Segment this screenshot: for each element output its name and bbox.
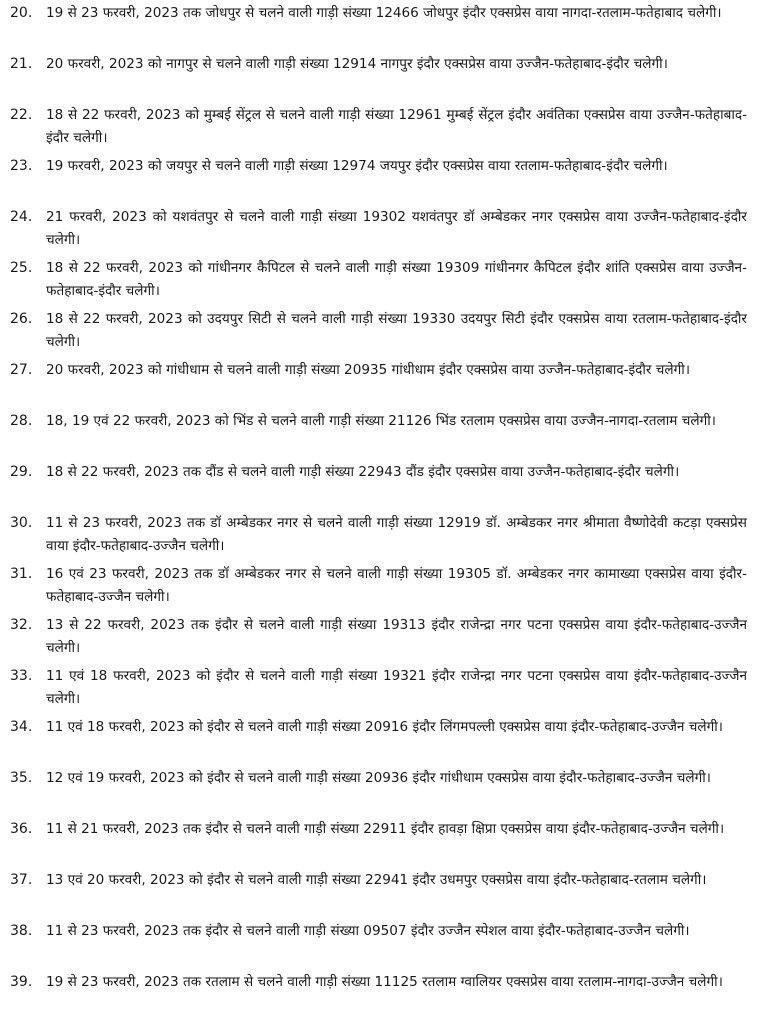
- list-item: [6, 512, 747, 563]
- list-item: [6, 563, 747, 614]
- item-number: 31.: [10, 566, 33, 582]
- list-item: [6, 869, 747, 920]
- item-text: 11 से 21 फरवरी, 2023 तक इंदौर से चलने वाली गाड़ी संख्या 22911 इंदौर हावड़ा क्षिप्रा एक्सप्रेस वाया इंदौर-फतेहाबाद-उज्जैन चलेगी।: [46, 821, 725, 837]
- item-text: 18, 19 एवं 22 फरवरी, 2023 को भिंड से चलने वाली गाड़ी संख्या 21126 भिंड रतलाम एक्सप्रेस वाया उज्जैन-नागदा-रतलाम चलेगी।: [46, 413, 716, 429]
- item-number: 34.: [10, 719, 33, 735]
- item-text: 20 फरवरी, 2023 को नागपुर से चलने वाली गाड़ी संख्या 12914 नागपुर इंदौर एक्सप्रेस वाया उज्जैन-फतेहाबाद-इंदौर चलेगी।: [46, 56, 668, 72]
- item-number: 38.: [10, 923, 33, 939]
- train-diversion-list: [0, 2, 761, 1024]
- list-item: [6, 104, 747, 155]
- list-item: [6, 971, 747, 1022]
- item-text: 11 एवं 18 फरवरी, 2023 को इंदौर से चलने वाली गाड़ी संख्या 20916 इंदौर लिंगमपल्ली एक्सप्रेस वाया इंदौर-फतेहाबाद-उज्जैन चलेगी।: [46, 719, 723, 735]
- item-text: 18 से 22 फरवरी, 2023 को मुम्बई सेंट्रल से चलने वाली गाड़ी संख्या 12961 मुम्बई सेंट्रल इंदौर अवंतिका एक्सप्रेस वाया उज्जैन-फतेहाबाद-इंदौर चलेगी।: [46, 107, 747, 146]
- list-item: [6, 359, 747, 410]
- item-text: 18 से 22 फरवरी, 2023 तक दौंड से चलने वाली गाड़ी संख्या 22943 दौंड इंदौर एक्सप्रेस वाया उज्जैन-फतेहाबाद-इंदौर चलेगी।: [46, 464, 680, 480]
- list-item: [6, 257, 747, 308]
- list-item: [6, 53, 747, 104]
- item-number: 33.: [10, 668, 33, 684]
- item-number: 37.: [10, 872, 33, 888]
- item-number: 23.: [10, 158, 33, 174]
- item-number: 29.: [10, 464, 33, 480]
- item-text: 16 एवं 23 फरवरी, 2023 तक डॉ अम्बेडकर नगर से चलने वाली गाड़ी संख्या 19305 डॉ. अम्बेडकर नगर कामाख्या एक्सप्रेस वाया इंदौर-फतेहाबाद-उज्जैन चलेगी।: [46, 566, 747, 605]
- list-item: [6, 2, 747, 53]
- list-item: [6, 614, 747, 665]
- list-item: [6, 155, 747, 206]
- item-text: 21 फरवरी, 2023 को यशवंतपुर से चलने वाली गाड़ी संख्या 19302 यशवंतपुर डॉ अम्बेडकर नगर एक्सप्रेस वाया उज्जैन-फतेहाबाद-इंदौर चलेगी।: [46, 209, 747, 248]
- item-number: 35.: [10, 770, 33, 786]
- item-text: 19 से 23 फरवरी, 2023 तक जोधपुर से चलने वाली गाड़ी संख्या 12466 जोधपुर इंदौर एक्सप्रेस वाया नागदा-रतलाम-फतेहाबाद चलेगी।: [46, 5, 722, 21]
- item-number: 39.: [10, 974, 33, 990]
- list-item: [6, 206, 747, 257]
- item-text: 11 से 23 फरवरी, 2023 तक इंदौर से चलने वाली गाड़ी संख्या 09507 इंदौर उज्जैन स्पेशल वाया इंदौर-फतेहाबाद-उज्जैन चलेगी।: [46, 923, 690, 939]
- item-text: 11 से 23 फरवरी, 2023 तक डॉ अम्बेडकर नगर से चलने वाली गाड़ी संख्या 12919 डॉ. अम्बेडकर नगर श्रीमाता वैष्णोदेवी कटड़ा एक्सप्रेस वाया इंदौर-फतेहाबाद-उज्जैन चलेगी।: [46, 515, 747, 554]
- item-number: 24.: [10, 209, 33, 225]
- item-number: 22.: [10, 107, 33, 123]
- item-number: 26.: [10, 311, 33, 327]
- item-text: 20 फरवरी, 2023 को गांधीधाम से चलने वाली गाड़ी संख्या 20935 गांधीधाम इंदौर एक्सप्रेस वाया उज्जैन-फतेहाबाद-इंदौर चलेगी।: [46, 362, 690, 378]
- item-text: 18 से 22 फरवरी, 2023 को गांधीनगर कैपिटल से चलने वाली गाड़ी संख्या 19309 गांधीनगर कैपिटल इंदौर शांति एक्सप्रेस वाया उज्जैन-फतेहाबाद-इंदौर चलेगी।: [46, 260, 747, 299]
- list-item: [6, 920, 747, 971]
- item-number: 25.: [10, 260, 33, 276]
- item-text: 12 एवं 19 फरवरी, 2023 को इंदौर से चलने वाली गाड़ी संख्या 20936 इंदौर गांधीधाम एक्सप्रेस वाया इंदौर-फतेहाबाद-उज्जैन चलेगी।: [46, 770, 711, 786]
- item-text: 13 से 22 फरवरी, 2023 तक इंदौर से चलने वाली गाड़ी संख्या 19313 इंदौर राजेन्द्रा नगर पटना एक्सप्रेस वाया इंदौर-फतेहाबाद-उज्जैन चलेगी।: [46, 617, 747, 656]
- item-text: 19 फरवरी, 2023 को जयपुर से चलने वाली गाड़ी संख्या 12974 जयपुर इंदौर एक्सप्रेस वाया रतलाम-फतेहाबाद-इंदौर चलेगी।: [46, 158, 668, 174]
- list-item: [6, 767, 747, 818]
- list-item: [6, 461, 747, 512]
- item-number: 30.: [10, 515, 33, 531]
- list-item: [6, 410, 747, 461]
- list-item: [6, 308, 747, 359]
- item-number: 36.: [10, 821, 33, 837]
- item-text: 18 से 22 फरवरी, 2023 को उदयपुर सिटी से चलने वाली गाड़ी संख्या 19330 उदयपुर सिटी इंदौर एक्सप्रेस वाया रतलाम-फतेहाबाद-इंदौर चलेगी।: [46, 311, 747, 350]
- item-text: 19 से 23 फरवरी, 2023 तक रतलाम से चलने वाली गाड़ी संख्या 11125 रतलाम ग्वालियर एक्सप्रेस वाया रतलाम-नागदा-उज्जैन चलेगी।: [46, 974, 723, 990]
- item-number: 20.: [10, 5, 33, 21]
- list-item: [6, 665, 747, 716]
- item-number: 21.: [10, 56, 33, 72]
- item-text: 13 एवं 20 फरवरी, 2023 को इंदौर से चलने वाली गाड़ी संख्या 22941 इंदौर उधमपुर एक्सप्रेस वाया इंदौर-फतेहाबाद-रतलाम चलेगी।: [46, 872, 707, 888]
- item-number: 27.: [10, 362, 33, 378]
- list-item: [6, 818, 747, 869]
- item-number: 28.: [10, 413, 33, 429]
- item-text: 11 एवं 18 फरवरी, 2023 को इंदौर से चलने वाली गाड़ी संख्या 19321 इंदौर राजेन्द्रा नगर पटना एक्सप्रेस वाया इंदौर-फतेहाबाद-उज्जैन चलेगी।: [46, 668, 747, 707]
- item-number: 32.: [10, 617, 33, 633]
- list-item: [6, 716, 747, 767]
